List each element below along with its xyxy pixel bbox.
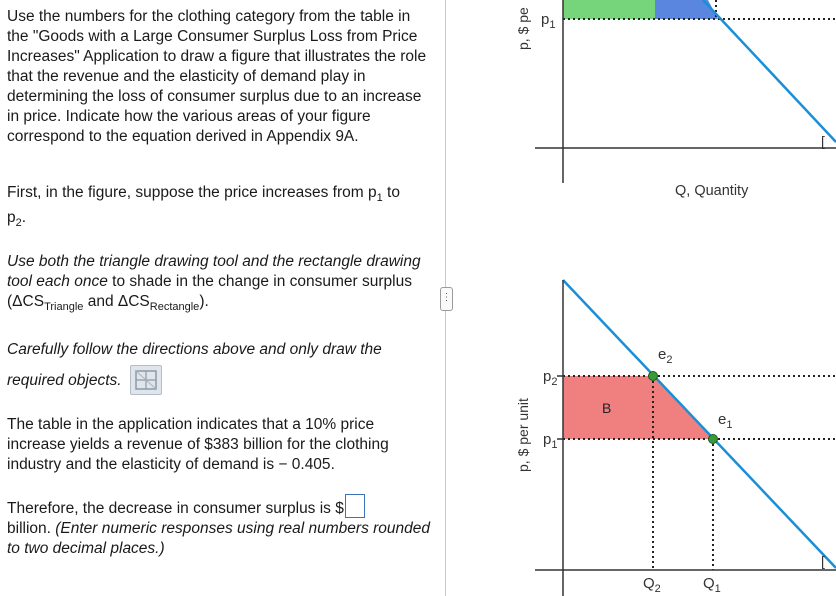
q1-label: $Q_1$	[703, 575, 721, 595]
therefore-statement: Therefore, the decrease in consumer surplus is $ billion. (Enter numeric responses using real numbers rounded to two decimal places.)	[7, 494, 432, 559]
question-intro: Use the numbers for the clothing category from the table in the "Goods with a Large Consumer Surplus Loss from Price Increases" Application to draw a figure that illustrates the role that the revenue and the elasticity of demand play in determining the loss of consumer surplus due to an increase in price. Indicate how the various areas of your figure correspond to the equation derived in Appendix 9A.	[7, 8, 427, 145]
top-right-bracket: [	[821, 133, 825, 149]
top-green-area[interactable]	[563, 0, 655, 19]
table-statement: The table in the application indicates that a 10% price increase yields a revenue of $383 billion for the clothing industry and the elasticity of demand is − 0.405.	[7, 416, 389, 473]
point-e1[interactable]	[709, 435, 718, 444]
bottom-graph	[515, 280, 836, 596]
p2-label: $p_2$	[543, 368, 558, 388]
top-blue-area[interactable]	[655, 0, 718, 19]
top-demand-curve[interactable]	[703, 0, 836, 142]
q2-label: $Q_2$	[643, 575, 661, 595]
top-graph	[515, 0, 836, 199]
bottom-y-axis-label: p, $ per unit	[515, 398, 531, 472]
top-y-axis-label: p, $ pe	[515, 7, 531, 50]
first-instruction: First, in the figure, suppose the price increases from $p_1$ to $p_2$.	[7, 184, 400, 229]
tool-instruction: Use both the triangle drawing tool and the rectangle drawing tool each once to shade in the change in consumer surplus ($\Delta CS_{Triangle}$ and $\Delta CS_{Rectangle}$).	[7, 253, 421, 313]
careful-instruction: Carefully follow the directions above and only draw the required objects.	[7, 335, 432, 396]
p1-label: $p_1$	[543, 431, 558, 451]
point-e2[interactable]	[649, 372, 658, 381]
top-x-axis-label: Q, Quantity	[675, 183, 749, 199]
area-b-rectangle[interactable]	[563, 376, 713, 439]
e1-label: $e_1$	[718, 411, 733, 431]
area-b-label: B	[602, 400, 612, 416]
bottom-right-bracket: [	[821, 553, 825, 569]
panel-resize-handle[interactable]: ⋮	[440, 287, 453, 311]
e2-label: $e_2$	[658, 346, 673, 366]
top-p1-label: $p_1$	[541, 11, 556, 31]
